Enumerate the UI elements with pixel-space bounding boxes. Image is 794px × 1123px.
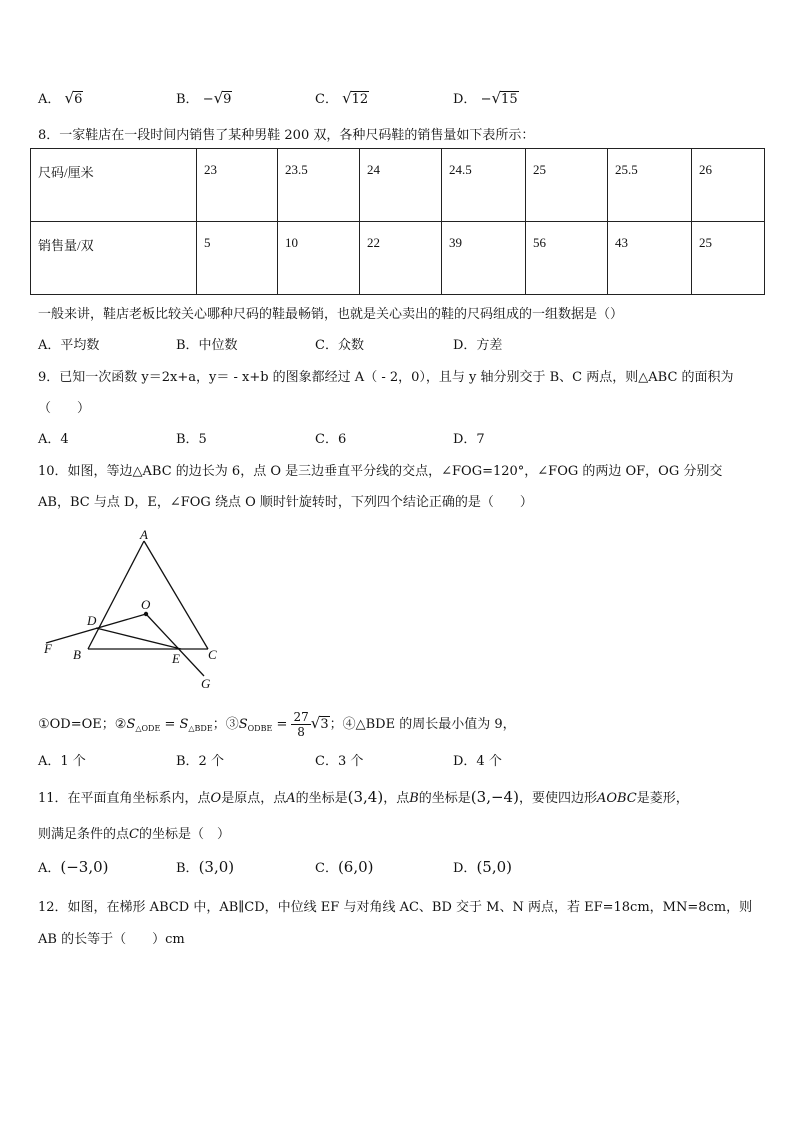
text: 的坐标是 [295,791,348,806]
option-letter: B． [176,861,199,876]
s-symbol: S [126,717,136,732]
q7-option-a [38,88,83,107]
subscript: △ODE [135,724,161,733]
radicand: 12 [351,92,369,107]
coordinate: (3,−4) [470,788,519,806]
option-letter: A． [38,92,61,107]
segment-ac [144,541,208,649]
table-cell: 43 [608,222,692,295]
point-label: C [129,827,139,842]
q7-option-d [453,88,519,107]
label-e: E [172,651,180,666]
q8-option-d: D．方差 [453,338,503,353]
table-cell: 销售量/双 [31,222,197,295]
q11-option-b [176,857,234,876]
label-o: O [141,597,151,612]
q10-conclusions [38,710,516,739]
option-letter: D． [453,861,477,876]
label-g: G [201,676,211,691]
option-letter: B． [176,92,199,107]
option-value: (5,0) [476,858,512,876]
table-cell: 23 [197,149,278,222]
sqrt-expression: √3 [310,714,329,732]
label-f: F [44,641,52,656]
shoe-size-table [30,148,765,295]
point-o [144,612,148,616]
s-symbol: S [179,717,189,732]
equals: = [160,717,180,732]
text: ，点 [383,791,410,806]
label-c: C [208,647,217,662]
table-cell: 25 [692,222,765,295]
text: ，要使四边形 [518,791,597,806]
option-value: (3,0) [198,858,235,876]
text: 是原点，点 [221,791,287,806]
q7-option-b [176,88,232,107]
sign: − [202,92,214,107]
sign: − [480,92,492,107]
table-cell: 10 [278,222,360,295]
option-letter: A． [38,861,61,876]
q10-option-d: D．4 个 [453,754,502,769]
s-symbol: S [238,717,248,732]
q10-stem-line1: 10．如图，等边△ABC 的边长为 6，点 O 是三边垂直平分线的交点，∠FOG=120°，∠FOG 的两边 OF，OG 分别交 [38,464,723,479]
text: 11．在平面直角坐标系内，点 [38,791,211,806]
table-cell: 39 [442,222,526,295]
table-cell: 22 [360,222,442,295]
table-cell: 26 [692,149,765,222]
q9-paren: （ ） [38,401,91,416]
q11-option-a [38,857,109,876]
q8-option-c: C．众数 [315,338,364,353]
equals: = [272,717,292,732]
q11-stem-line1 [38,787,689,806]
table-cell: 23.5 [278,149,360,222]
q10-option-c: C．3 个 [315,754,364,769]
subscript: △BDE [188,724,213,733]
text: 的坐标是 [418,791,471,806]
q9-option-b: B．5 [176,432,207,447]
q8-stem: 8．一家鞋店在一段时间内销售了某种男鞋 200 双，各种尺码鞋的销售量如下表所示： [38,128,535,143]
radicand: 15 [501,92,518,107]
q10-stem-line2: AB，BC 与点 D，E，∠FOG 绕点 O 顺时针旋转时，下列四个结论正确的是（ ） [38,495,533,510]
q7-option-c [315,88,369,107]
q10-option-b: B．2 个 [176,754,224,769]
label-b: B [73,647,81,662]
text: 则满足条件的点 [38,827,130,842]
q8-followup: 一般来讲，鞋店老板比较关心哪种尺码的鞋最畅销，也就是关心卖出的鞋的尺码组成的一组数据是（） [38,307,624,322]
coordinate: (3,4) [347,788,384,806]
sqrt-expression: −√15 [480,89,518,107]
radicand: 9 [223,92,232,107]
q9-option-a: A．4 [38,432,69,447]
q11-option-d [453,857,512,876]
point-label: A [286,791,296,806]
label-d: D [87,613,97,628]
triangle-figure [38,528,238,698]
q12-stem-line1: 12．如图，在梯形 ABCD 中，AB∥CD，中位线 EF 与对角线 AC、BD 交于 M、N 两点，若 EF=18cm，MN=8cm，则 [38,900,753,915]
option-value: (6,0) [337,858,374,876]
sqrt-expression: √12 [342,89,369,107]
table-cell: 56 [526,222,608,295]
label-a: A [140,528,148,542]
subscript: ODBE [247,724,273,733]
table-cell: 25.5 [608,149,692,222]
option-letter: C． [315,861,338,876]
fraction-numerator: 27 [293,710,309,724]
fraction [291,710,310,739]
q10-option-a: A．1 个 [38,754,86,769]
q8-option-a: A．平均数 [38,338,100,353]
sqrt-expression: √6 [64,89,83,107]
q11-stem-line2 [38,823,230,842]
table-cell: 24 [360,149,442,222]
option-value: (−3,0) [60,858,109,876]
option-letter: C． [315,92,338,107]
table-cell: 24.5 [442,149,526,222]
text: 的坐标是（ ） [138,827,230,842]
table-cell: 尺码/厘米 [31,149,197,222]
option-letter: D． [453,92,477,107]
conclusion-text: ①OD=OE；② [38,717,127,732]
table-cell: 5 [197,222,278,295]
quadrilateral-label: AOBC [596,791,637,806]
table-row [31,222,765,295]
q11-option-c [315,857,374,876]
point-label: B [409,791,419,806]
fraction-denominator: 8 [297,725,305,739]
q9-stem: 9．已知一次函数 y＝2x+a，y＝ - x+b 的图象都经过 A（ - 2，0），且与 y 轴分别交于 B、C 两点，则△ABC 的面积为 [38,370,734,385]
conclusion-text: ；④△BDE 的周长最小值为 9， [329,717,516,732]
radicand: 3 [320,717,329,732]
q12-stem-line2: AB 的长等于（ ）cm [38,932,185,947]
q8-option-b: B．中位数 [176,338,238,353]
q9-option-d: D．7 [453,432,485,447]
ray-og [146,614,204,676]
radicand: 6 [74,92,83,107]
table-cell: 25 [526,149,608,222]
sqrt-expression: −√9 [202,89,232,107]
separator: ；③ [212,717,239,732]
table-row [31,149,765,222]
q9-option-c: C．6 [315,432,347,447]
text: 是菱形， [636,791,689,806]
point-label: O [210,791,222,806]
